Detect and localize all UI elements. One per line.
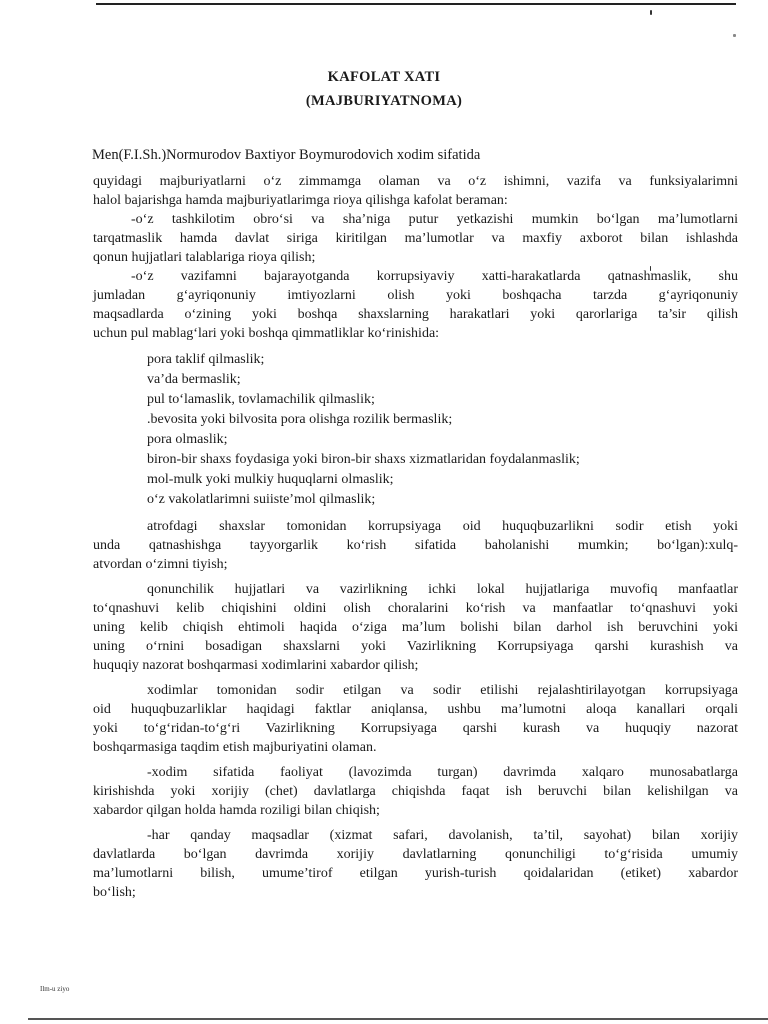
intro-line: Men(F.I.Sh.)Normurodov Baxtiyor Boymurodovich xodim sifatida xyxy=(92,147,481,163)
body-line: unda qatnashishga tayyorgarlik ko‘rish sifatida baholanishi mumkin; bo‘lgan):xulq- xyxy=(93,538,738,553)
body-line: -o‘z vazifamni bajarayotganda korrupsiyaviy xatti-harakatlarda qatnashmaslik, shu xyxy=(131,269,738,284)
body-line: ma’lumotlarni bilish, umume’tirof etilgan yurish-turish qoidalaridan (etiket) xabardor xyxy=(93,866,738,881)
document-title: KAFOLAT XATI xyxy=(327,69,441,85)
body-line: qonun hujjatlari talablariga rioya qilish; xyxy=(93,250,316,265)
body-line: -har qanday maqsadlar (xizmat safari, davolanish, ta’til, sayohat) bilan xorijiy xyxy=(147,828,738,843)
body-line: qonunchilik hujjatlari va vazirlikning ichki lokal hujjatlariga muvofiq manfaatlar xyxy=(147,582,738,597)
body-line: biron-bir shaxs foydasiga yoki biron-bir shaxs xizmatlaridan foydalanmaslik; xyxy=(147,452,580,467)
body-line: yoki to‘g‘ridan-to‘g‘ri Vazirlikning Korrupsiyaga qarshi kurash va huquqiy nazorat xyxy=(93,721,738,736)
body-line: boshqarmasiga taqdim etish majburiyatini olaman. xyxy=(93,740,377,755)
body-line: jumladan g‘ayriqonuniy imtiyozlarni olish yoki boshqacha tarzda g‘ayriqonuniy xyxy=(93,288,738,303)
scan-speck xyxy=(650,10,652,15)
body-line: davlatlarda bo‘lgan davrimda xorijiy davlatlarning qonunchiligi to‘g‘risida umumiy xyxy=(93,847,738,862)
body-line: bo‘lish; xyxy=(93,885,136,900)
top-border-line xyxy=(96,3,736,5)
body-line: -o‘z tashkilotim obro‘si va sha’niga putur yetkazishi mumkin bo‘lgan ma’lumotlarni xyxy=(131,212,738,227)
body-line: oid huquqbuzarliklar haqidagi faktlar aniqlansa, ushbu ma’lumotni aloqa kanallari orqali xyxy=(93,702,738,717)
body-line: -xodim sifatida faoliyat (lavozimda turgan) davrimda xalqaro munosabatlarga xyxy=(147,765,738,780)
body-line: xodimlar tomonidan sodir etilgan va sodir etilishi rejalashtirilayotgan korrupsiyaga xyxy=(147,683,738,698)
body-line: xabardor qilgan holda hamda roziligi bilan chiqish; xyxy=(93,803,380,818)
body-line: pora olmaslik; xyxy=(147,432,228,447)
body-line: to‘qnashuvi kelib chiqishini oldini olish choralarini ko‘rish va manfaatlar to‘qnashuvi yoki xyxy=(93,601,738,616)
body-line: huquqiy nazorat boshqarmasi xodimlarini xabardor qilish; xyxy=(93,658,419,673)
body-line: quyidagi majburiyatlarni o‘z zimmamga olaman va o‘z ishimni, vazifa va funksiyalarimni xyxy=(93,174,738,189)
body-line: uning o‘rnini bosadigan shaxslarni yoki Vazirlikning Korrupsiyaga qarshi kurashish va xyxy=(93,639,738,654)
body-line: atvordan o‘zimni tiyish; xyxy=(93,557,228,572)
bottom-border-line xyxy=(28,1018,768,1020)
body-line: mol-mulk yoki mulkiy huquqlarni olmaslik; xyxy=(147,472,394,487)
body-line: pora taklif qilmaslik; xyxy=(147,352,265,367)
body-line: va’da bermaslik; xyxy=(147,372,241,387)
body-line: atrofdagi shaxslar tomonidan korrupsiyaga oid huquqbuzarlikni sodir etish yoki xyxy=(147,519,738,534)
body-line: uchun pul mablag‘lari yoki boshqa qimmatliklar ko‘rinishida: xyxy=(93,326,440,341)
body-line: pul to‘lamaslik, tovlamachilik qilmaslik; xyxy=(147,392,375,407)
body-line: maqsadlarda o‘zining yoki boshqa shaxslarning harakatlari yoki qarorlariga ta’sir qilish xyxy=(93,307,738,322)
scan-speck xyxy=(733,34,736,37)
document-subtitle: (MAJBURIYATNOMA) xyxy=(305,93,463,109)
body-line: tarqatmaslik hamda davlat siriga kiritilgan ma’lumotlar va maxfiy axborot bilan ishlashda xyxy=(93,231,738,246)
body-line: .bevosita yoki bilvosita pora olishga rozilik bermaslik; xyxy=(147,412,453,427)
body-line: kirishishda yoki xorijiy (chet) davlatlarga chiqishda faqat ish beruvchi bilan kelishilgan va xyxy=(93,784,738,799)
footer-watermark: Ilm-u ziyo xyxy=(40,985,70,993)
body-line: halol bajarishga hamda majburiyatlarimga rioya qilishga kafolat beraman: xyxy=(93,193,508,208)
body-line: o‘z vakolatlarimni suiiste’mol qilmaslik; xyxy=(147,492,376,507)
body-line: uning kelib chiqish ehtimoli haqida o‘ziga ma’lum bolishi bilan darhol ish beruvchini yoki xyxy=(93,620,738,635)
